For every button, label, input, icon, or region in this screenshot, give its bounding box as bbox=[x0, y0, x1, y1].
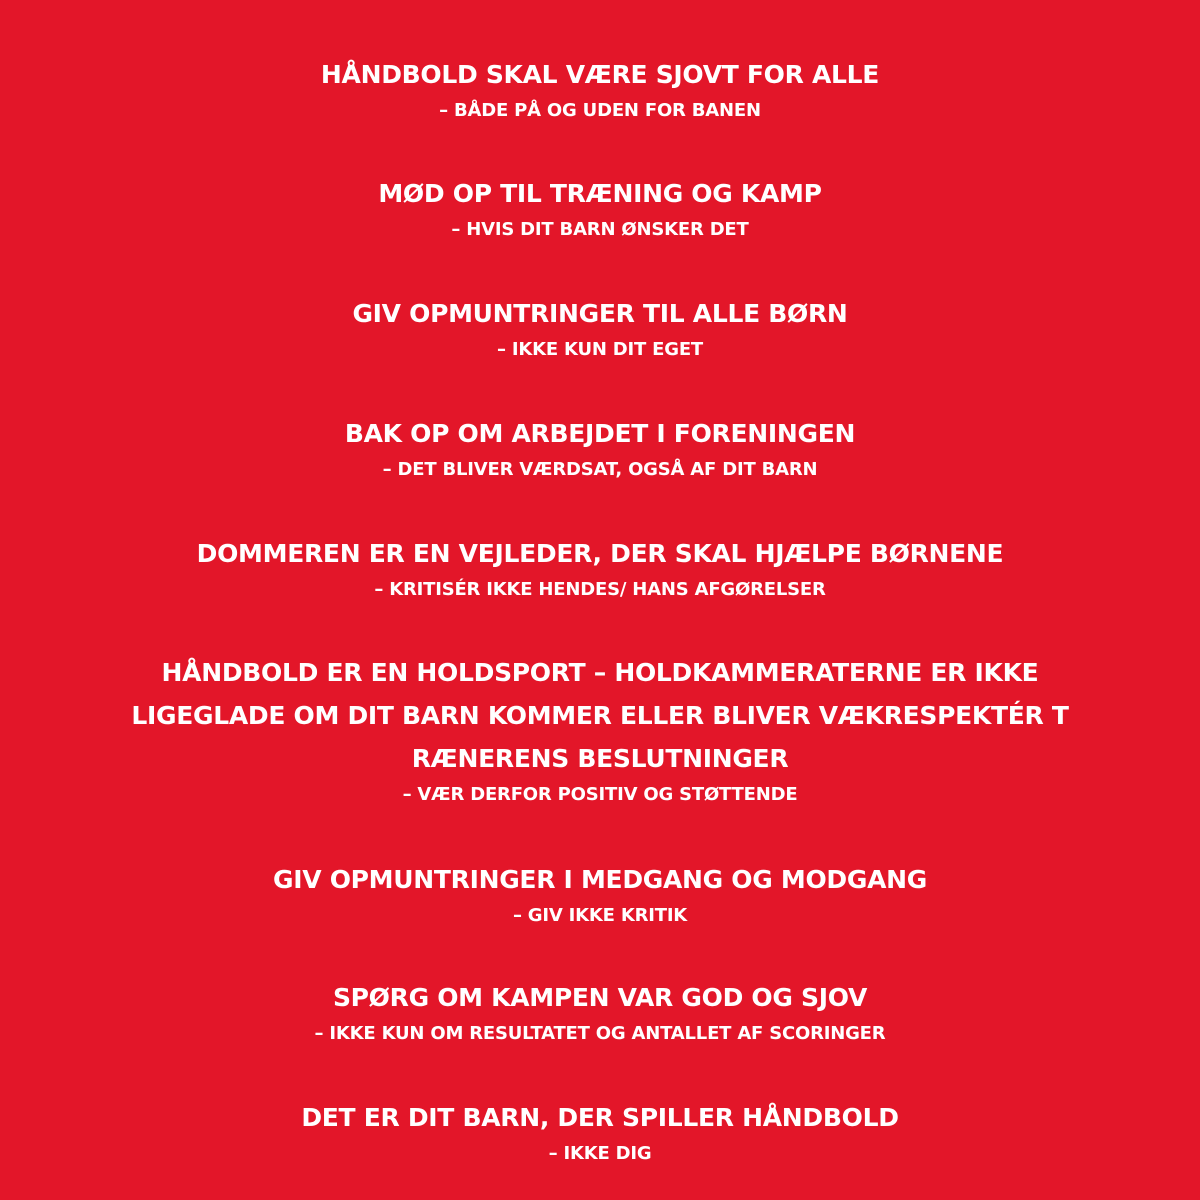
rule-2 bbox=[0, 172, 1200, 244]
rule-subtext: – KRITISÉR IKKE HENDES/ HANS AFGØRELSER bbox=[374, 579, 826, 600]
rule-subtext: – IKKE DIG bbox=[548, 1143, 652, 1164]
rule-heading: GIV OPMUNTRINGER I MEDGANG OG MODGANG bbox=[273, 865, 927, 894]
rule-heading-line-2: LIGEGLADE OM DIT BARN KOMMER ELLER BLIVER VÆKRESPEKTÉR T bbox=[131, 701, 1069, 730]
rule-heading: BAK OP OM ARBEJDET I FORENINGEN bbox=[344, 419, 856, 448]
rule-heading: GIV OPMUNTRINGER TIL ALLE BØRN bbox=[352, 299, 848, 328]
rule-subtext: – DET BLIVER VÆRDSAT, OGSÅ AF DIT BARN bbox=[382, 459, 818, 480]
rule-6 bbox=[0, 651, 1200, 809]
rule-8 bbox=[0, 976, 1200, 1048]
rule-heading: DOMMEREN ER EN VEJLEDER, DER SKAL HJÆLPE BØRNENE bbox=[196, 539, 1004, 568]
rule-3 bbox=[0, 292, 1200, 364]
rule-heading: MØD OP TIL TRÆNING OG KAMP bbox=[378, 179, 822, 208]
rule-9 bbox=[0, 1096, 1200, 1168]
rule-5 bbox=[0, 532, 1200, 604]
rule-subtext: – VÆR DERFOR POSITIV OG STØTTENDE bbox=[402, 784, 798, 805]
rule-heading-line-3: RÆNERENS BESLUTNINGER bbox=[411, 744, 789, 773]
rule-heading: DET ER DIT BARN, DER SPILLER HÅNDBOLD bbox=[301, 1103, 899, 1132]
rule-heading-line-1: HÅNDBOLD ER EN HOLDSPORT – HOLDKAMMERATERNE ER IKKE bbox=[161, 658, 1039, 687]
rule-subtext: – IKKE KUN OM RESULTATET OG ANTALLET AF SCORINGER bbox=[314, 1023, 886, 1044]
rule-subtext: – IKKE KUN DIT EGET bbox=[496, 339, 704, 360]
rule-1 bbox=[0, 53, 1200, 125]
rule-4 bbox=[0, 412, 1200, 484]
rule-subtext: – HVIS DIT BARN ØNSKER DET bbox=[451, 219, 749, 240]
rule-subtext: – BÅDE PÅ OG UDEN FOR BANEN bbox=[439, 100, 761, 121]
rule-heading: HÅNDBOLD SKAL VÆRE SJOVT FOR ALLE bbox=[320, 60, 880, 89]
rule-heading: SPØRG OM KAMPEN VAR GOD OG SJOV bbox=[332, 983, 868, 1012]
rule-7 bbox=[0, 858, 1200, 930]
rule-subtext: – GIV IKKE KRITIK bbox=[512, 905, 688, 926]
